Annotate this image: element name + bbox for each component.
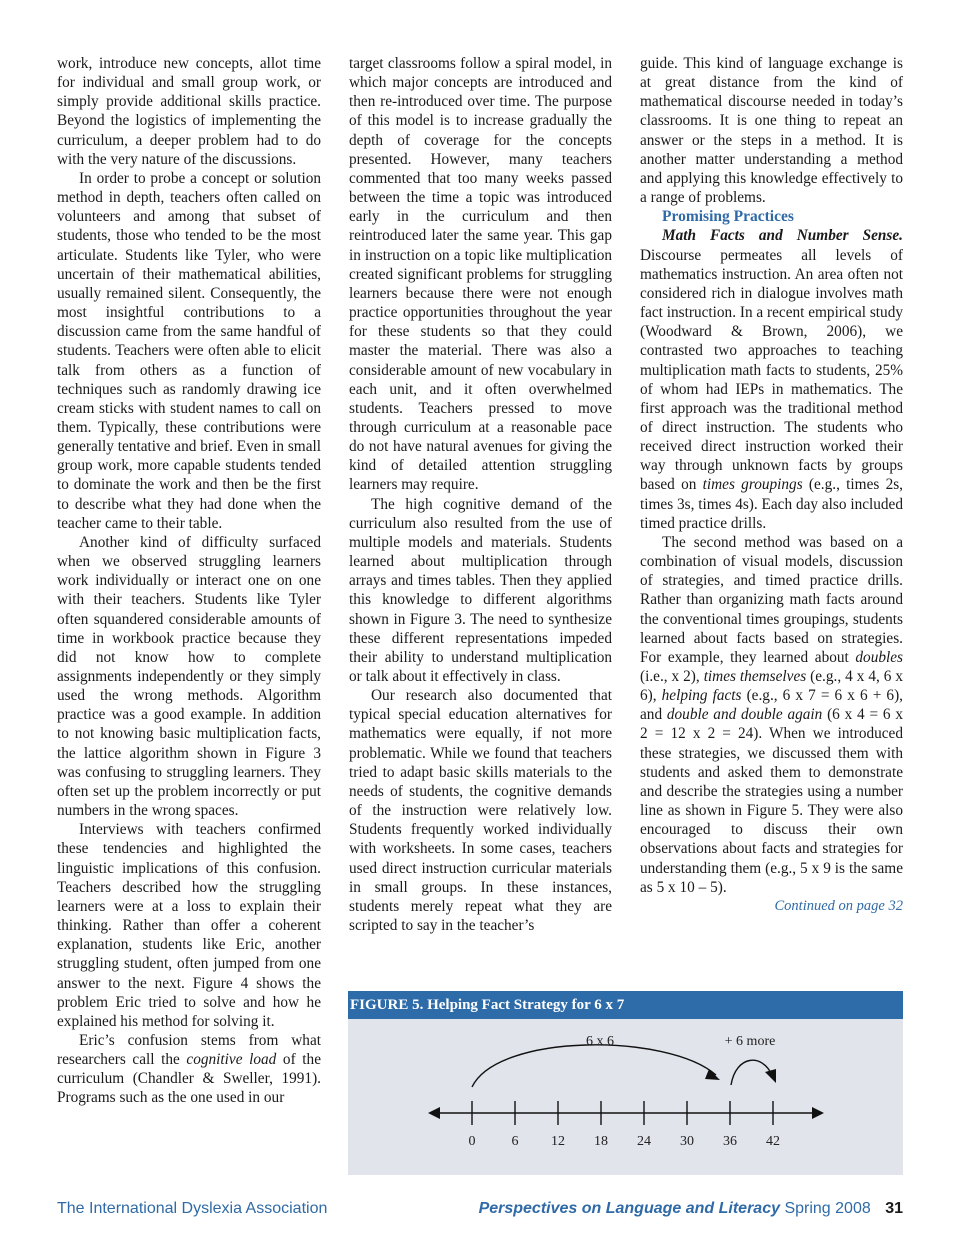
run-in-heading: Math Facts and Number Sense.	[662, 227, 903, 245]
arc-label-6x6: 6 x 6	[586, 1034, 614, 1049]
tick-group	[469, 1101, 781, 1149]
tick-label: 42	[766, 1134, 780, 1149]
text-column-1	[57, 54, 321, 1108]
tick-label: 36	[723, 1134, 737, 1149]
number-line-left-arrow	[428, 1107, 440, 1119]
footer-publication	[479, 1200, 903, 1218]
paragraph: Another kind of difficulty surfaced when we observed struggling learners work individually or interact one on one with their teachers. Students like Tyler often squandered considerable amounts of time in workbook practice because they did not know how to complete assignments independently or they simply used the wrong methods. Algorithm practice was a good example. In addition to not knowing basic multiplication facts, the lattice algorithm shown in Figure 3 was confusing to struggling learners. They often set up the problem incorrectly or put numbers in the wrong spaces.	[57, 533, 321, 820]
text-run: (e.g., times 2s, times 3s, times 4s). Each day also included timed practice drills.	[640, 476, 904, 532]
number-line-diagram	[348, 1019, 903, 1175]
tick-label: 18	[594, 1134, 608, 1149]
text-column-2	[349, 54, 612, 935]
text-run: (e.g., 6 x 7 = 6 x 6 + 6), and	[640, 687, 903, 724]
tick-label: 30	[680, 1134, 694, 1149]
text-run: of the curriculum (Chandler & Sweller, 1991). Programs such as the one used in our	[57, 1051, 321, 1107]
tick-label: 24	[637, 1134, 651, 1149]
tick-label: 0	[468, 1134, 476, 1149]
figure-title-bar	[348, 991, 903, 1019]
emphasis: double and double again	[666, 706, 823, 724]
text-run: (e.g., 4 x 4, 6 x 6),	[640, 668, 903, 705]
footer-organization: The International Dyslexia Association	[57, 1200, 328, 1217]
paragraph	[640, 533, 903, 897]
figure-title: FIGURE 5. Helping Fact Strategy for 6 x 7	[350, 997, 625, 1013]
text-run: (i.e., x 2),	[640, 668, 704, 685]
page-number: 31	[885, 1200, 903, 1217]
arc-6x6-head	[705, 1069, 720, 1080]
arc-label-6-more: + 6 more	[724, 1034, 776, 1049]
tick-label: 12	[551, 1134, 565, 1149]
figure-5	[348, 991, 903, 1175]
emphasis: cognitive load	[186, 1051, 277, 1069]
tick-label: 6	[511, 1134, 519, 1149]
text-column-3	[640, 54, 903, 916]
paragraph: Interviews with teachers confirmed these tendencies and highlighted the linguistic implications of this confusion. Teachers described how the struggling learners were at a loss to explain their thinking. Rather than offer a coherent explanation, students like Eric, another struggling student, often jumped from one answer to the next. Figure 4 shows the problem Eric tried to solve and how he explained his method for solving it.	[57, 821, 321, 1030]
arc-6-more-head	[765, 1069, 776, 1083]
emphasis: times themselves	[703, 668, 807, 685]
issue-date: Spring 2008	[784, 1200, 871, 1217]
text-run: (6 x 4 = 6 x 2 = 12 x 2 = 24). When we introduced these strategies, we discussed them with students and asked them to demonstrate and describe the strategies using a number line as shown in Figure 5. They were also encouraged to discuss their own observations about facts and strategies for understanding them (e.g., 5 x 9 is the same as 5 x 10 – 5).	[640, 706, 903, 896]
text-run: The second method was based on a combination of visual models, discussion of strategies, and timed practice drills. Rather than organizing math facts around the conventional times groupings, students learned about facts based on strategies. For example, they learned about	[640, 533, 903, 666]
number-line-right-arrow	[812, 1107, 824, 1119]
text-run: Eric’s confusion stems from what researchers call the	[57, 1031, 321, 1069]
paragraph: guide. This kind of language exchange is at great distance from the kind of mathematical discourse needed in today’s classrooms. It is one thing to repeat an answer or the steps in a method. It is another matter understanding a method and applying this knowledge effectively to a range of problems.	[640, 55, 903, 207]
paragraph: work, introduce new concepts, allot time for individual and small group work, or simply provide additional skills practice. Beyond the logistics of implementing the curriculum, a deeper problem had to do with the very nature of the discussions.	[57, 55, 321, 168]
emphasis: helping facts	[661, 687, 742, 705]
emphasis: doubles	[855, 648, 903, 666]
paragraph: target classrooms follow a spiral model, in which major concepts are introduced and then re-introduced over time. The purpose of this model is to increase gradually the depth of coverage for the concepts presented. However, many teachers commented that too many weeks passed between the time a topic was introduced early in the curriculum and then reintroduced later the same year. This gap in instruction on a topic like multiplication created significant problems for struggling learners because there were not enough practice opportunities throughout the year for these students so that they could master the material. There was also a considerable amount of new vocabulary in each unit, and it often overwhelmed students. Teachers pressed to move through curriculum at a reasonable pace do not have natural avenues for giving the kind of detailed attention struggling learners may require.	[349, 55, 612, 494]
paragraph: In order to probe a concept or solution method in depth, teachers often called on volunteers and among that subset of students, those who tended to be the most articulate. Students like Tyler, who were uncertain of their mathematical abilities, usually remained silent. Consequently, the most insightful contributions to a discussion came from the same handful of students. Teachers were often able to elicit talk from others as a function of techniques such as randomly drawing ice cream sticks with student names to call on them. Typically, these contributions were generally tentative and brief. Even in small group work, more capable students tended to dominate the work and then be the first to describe what they had done when the teacher came to their table.	[57, 169, 321, 532]
arc-6x6	[472, 1045, 716, 1087]
section-heading: Promising Practices	[662, 208, 794, 226]
publication-title: Perspectives on Language and Literacy	[478, 1200, 780, 1217]
emphasis: times groupings	[702, 476, 803, 494]
text-run: Discourse permeates all levels of mathematics instruction. An area often not considered rich in dialogue involves math fact instruction. In a recent empirical study (Woodward & Brown, 2006), we contrasted two approaches to teaching multiplication math facts to students, 25% of whom had IEPs in mathematics. The first approach was the traditional method of direct instruction. The students who received direct instruction worked their way through unknown facts by groups based on	[640, 246, 903, 494]
paragraph	[640, 226, 903, 533]
paragraph: Our research also documented that typical special education alternatives for mathematics were equally, if not more problematic. While we found that teachers tried to adapt basic skills materials to the needs of students, the cognitive demands of the instruction were relatively low. Students frequently worked individually with worksheets. In some cases, teachers used direct instruction curricular materials in small groups. In these instances, students merely repeat what they are scripted to say in the teacher’s	[349, 687, 612, 935]
paragraph: The high cognitive demand of the curriculum also resulted from the use of multiple models and materials. Students learned about multiplication through arrays and times tables. Then they applied this knowledge to different algorithms shown in Figure 3. The need to synthesize these different representations impeded their ability to understand multiplication or talk about it effectively in class.	[349, 495, 612, 685]
continued-link[interactable]: Continued on page 32	[774, 897, 903, 914]
paragraph	[57, 1031, 321, 1108]
